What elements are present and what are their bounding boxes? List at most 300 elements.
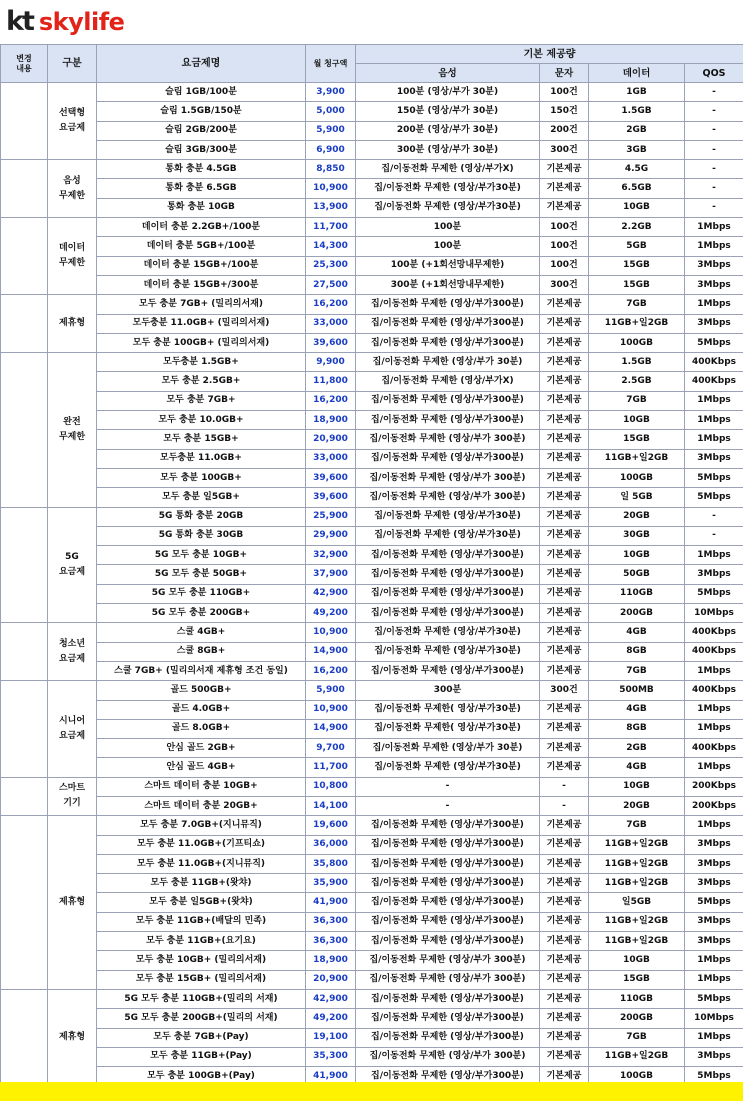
- sms-cell: 기본제공: [540, 1067, 589, 1086]
- data-cell: 200GB: [589, 1009, 685, 1028]
- change-cell: [1, 160, 48, 218]
- data-cell: 일5GB: [589, 893, 685, 912]
- table-row: [1, 661, 743, 680]
- plan-name-cell: 슬림 3GB/300분: [97, 140, 306, 159]
- category-cell: 제휴형: [48, 295, 97, 353]
- data-cell: 일 5GB: [589, 488, 685, 507]
- plan-name-cell: 5G 모두 충분 110GB+: [97, 584, 306, 603]
- monthly-fee-cell: 11,700: [306, 758, 356, 777]
- data-cell: 100GB: [589, 333, 685, 352]
- sms-cell: 300건: [540, 140, 589, 159]
- change-cell: [1, 623, 48, 681]
- qos-cell: -: [685, 140, 743, 159]
- qos-cell: 1Mbps: [685, 546, 743, 565]
- voice-cell: 집/이동전화 무제한 (영상/부가X): [356, 372, 540, 391]
- plan-name-cell: 모두 충분 일5GB+: [97, 488, 306, 507]
- qos-cell: 1Mbps: [685, 411, 743, 430]
- sms-cell: 200건: [540, 121, 589, 140]
- data-cell: 11GB+일2GB: [589, 854, 685, 873]
- data-cell: 2.2GB: [589, 218, 685, 237]
- qos-cell: 1Mbps: [685, 719, 743, 738]
- plan-name-cell: 안심 골드 2GB+: [97, 739, 306, 758]
- table-row: [1, 700, 743, 719]
- data-cell: 4GB: [589, 623, 685, 642]
- plan-name-cell: 모두 충분 11GB+(요기요): [97, 932, 306, 951]
- voice-cell: 집/이동전화 무제한 (영상/부가 300분): [356, 488, 540, 507]
- sms-cell: 기본제공: [540, 488, 589, 507]
- plan-name-cell: 골드 500GB+: [97, 681, 306, 700]
- monthly-fee-cell: 16,200: [306, 295, 356, 314]
- data-cell: 30GB: [589, 526, 685, 545]
- qos-cell: 3Mbps: [685, 874, 743, 893]
- monthly-fee-cell: 42,900: [306, 584, 356, 603]
- table-row: [1, 372, 743, 391]
- monthly-fee-cell: 39,600: [306, 333, 356, 352]
- table-row: [1, 83, 743, 102]
- change-cell: [1, 777, 48, 816]
- data-cell: 15GB: [589, 430, 685, 449]
- data-cell: 1GB: [589, 83, 685, 102]
- table-row: [1, 237, 743, 256]
- voice-cell: 집/이동전화 무제한 (영상/부가300분): [356, 854, 540, 873]
- change-cell: [1, 681, 48, 777]
- sms-cell: 기본제공: [540, 661, 589, 680]
- qos-cell: 3Mbps: [685, 256, 743, 275]
- table-row: [1, 160, 743, 179]
- plan-name-cell: 모두 충분 15GB+: [97, 430, 306, 449]
- table-row: [1, 1009, 743, 1028]
- qos-cell: 400Kbps: [685, 739, 743, 758]
- plan-name-cell: 안심 골드 4GB+: [97, 758, 306, 777]
- table-row: [1, 642, 743, 661]
- change-cell: [1, 353, 48, 507]
- data-cell: 100GB: [589, 468, 685, 487]
- header-fee: 월 청구액: [306, 45, 356, 83]
- monthly-fee-cell: 42,900: [306, 989, 356, 1008]
- monthly-fee-cell: 3,900: [306, 83, 356, 102]
- voice-cell: 집/이동전화 무제한 (영상/부가300분): [356, 1067, 540, 1086]
- monthly-fee-cell: 19,600: [306, 816, 356, 835]
- plan-name-cell: 5G 모두 충분 110GB+(밀리의 서재): [97, 989, 306, 1008]
- category-cell: 시니어 요금제: [48, 681, 97, 777]
- table-row: [1, 102, 743, 121]
- monthly-fee-cell: 33,000: [306, 314, 356, 333]
- data-cell: 7GB: [589, 816, 685, 835]
- plan-name-cell: 모두 충분 11.0GB+(지니뮤직): [97, 854, 306, 873]
- voice-cell: 집/이동전화 무제한 (영상/부가300분): [356, 893, 540, 912]
- voice-cell: 집/이동전화 무제한 (영상/부가300분): [356, 604, 540, 623]
- data-cell: 8GB: [589, 719, 685, 738]
- plan-name-cell: 5G 모두 충분 200GB+(밀리의 서재): [97, 1009, 306, 1028]
- sms-cell: 기본제공: [540, 391, 589, 410]
- qos-cell: -: [685, 526, 743, 545]
- sms-cell: 기본제공: [540, 372, 589, 391]
- qos-cell: 1Mbps: [685, 430, 743, 449]
- voice-cell: 100분: [356, 218, 540, 237]
- qos-cell: 3Mbps: [685, 912, 743, 931]
- monthly-fee-cell: 10,900: [306, 179, 356, 198]
- table-row: [1, 1028, 743, 1047]
- change-cell: [1, 989, 48, 1085]
- qos-cell: 3Mbps: [685, 835, 743, 854]
- table-row: [1, 507, 743, 526]
- sms-cell: 기본제공: [540, 353, 589, 372]
- data-cell: 7GB: [589, 391, 685, 410]
- voice-cell: 300분 (영상/부가 30분): [356, 140, 540, 159]
- plan-name-cell: 모두 충분 11.0GB+(기프티쇼): [97, 835, 306, 854]
- sms-cell: 기본제공: [540, 1009, 589, 1028]
- table-row: [1, 430, 743, 449]
- monthly-fee-cell: 14,300: [306, 237, 356, 256]
- monthly-fee-cell: 36,300: [306, 932, 356, 951]
- qos-cell: 200Kbps: [685, 796, 743, 815]
- sms-cell: 기본제공: [540, 623, 589, 642]
- voice-cell: 집/이동전화 무제한 (영상/부가X): [356, 160, 540, 179]
- monthly-fee-cell: 14,900: [306, 642, 356, 661]
- qos-cell: 1Mbps: [685, 1028, 743, 1047]
- plan-name-cell: 모두 충분 7GB+: [97, 391, 306, 410]
- plan-name-cell: 슬림 1GB/100분: [97, 83, 306, 102]
- monthly-fee-cell: 16,200: [306, 661, 356, 680]
- table-row: [1, 449, 743, 468]
- qos-cell: 1Mbps: [685, 951, 743, 970]
- plan-name-cell: 스쿨 7GB+ (밀리의서재 제휴형 조건 동일): [97, 661, 306, 680]
- sms-cell: 기본제공: [540, 604, 589, 623]
- voice-cell: 집/이동전화 무제한 (영상/부가 300분): [356, 970, 540, 989]
- voice-cell: 집/이동전화 무제한 (영상/부가30분): [356, 179, 540, 198]
- monthly-fee-cell: 8,850: [306, 160, 356, 179]
- voice-cell: 300분: [356, 681, 540, 700]
- data-cell: 50GB: [589, 565, 685, 584]
- monthly-fee-cell: 37,900: [306, 565, 356, 584]
- qos-cell: 400Kbps: [685, 642, 743, 661]
- monthly-fee-cell: 20,900: [306, 970, 356, 989]
- qos-cell: -: [685, 83, 743, 102]
- qos-cell: 1Mbps: [685, 970, 743, 989]
- data-cell: 15GB: [589, 275, 685, 294]
- table-row: [1, 295, 743, 314]
- sms-cell: 기본제공: [540, 198, 589, 217]
- sms-cell: 기본제공: [540, 854, 589, 873]
- plan-name-cell: 모두충분 1.5GB+: [97, 353, 306, 372]
- table-row: [1, 1047, 743, 1066]
- table-row: [1, 353, 743, 372]
- voice-cell: 집/이동전화 무제한 (영상/부가30분): [356, 526, 540, 545]
- voice-cell: -: [356, 796, 540, 815]
- monthly-fee-cell: 5,000: [306, 102, 356, 121]
- header-change: 변경 내용: [1, 45, 48, 83]
- data-cell: 15GB: [589, 970, 685, 989]
- table-row: [1, 565, 743, 584]
- plan-name-cell: 스마트 데이터 충분 20GB+: [97, 796, 306, 815]
- qos-cell: 3Mbps: [685, 854, 743, 873]
- monthly-fee-cell: 35,900: [306, 874, 356, 893]
- sms-cell: 100건: [540, 83, 589, 102]
- sms-cell: 기본제공: [540, 970, 589, 989]
- data-cell: 11GB+일2GB: [589, 1047, 685, 1066]
- table-row: [1, 816, 743, 835]
- plan-name-cell: 5G 모두 충분 200GB+: [97, 604, 306, 623]
- qos-cell: 400Kbps: [685, 353, 743, 372]
- monthly-fee-cell: 35,300: [306, 1047, 356, 1066]
- qos-cell: 5Mbps: [685, 893, 743, 912]
- category-cell: 완전 무제한: [48, 353, 97, 507]
- table-row: [1, 951, 743, 970]
- qos-cell: 5Mbps: [685, 468, 743, 487]
- voice-cell: 집/이동전화 무제한 (영상/부가300분): [356, 449, 540, 468]
- change-cell: [1, 218, 48, 295]
- table-row: [1, 989, 743, 1008]
- sms-cell: 기본제공: [540, 874, 589, 893]
- data-cell: 20GB: [589, 796, 685, 815]
- voice-cell: 집/이동전화 무제한 (영상/부가300분): [356, 816, 540, 835]
- table-row: [1, 275, 743, 294]
- plan-name-cell: 스쿨 4GB+: [97, 623, 306, 642]
- data-cell: 7GB: [589, 295, 685, 314]
- data-cell: 11GB+일2GB: [589, 912, 685, 931]
- plan-name-cell: 골드 4.0GB+: [97, 700, 306, 719]
- voice-cell: 집/이동전화 무제한 (영상/부가300분): [356, 661, 540, 680]
- monthly-fee-cell: 25,900: [306, 507, 356, 526]
- plan-name-cell: 데이터 충분 2.2GB+/100분: [97, 218, 306, 237]
- monthly-fee-cell: 36,300: [306, 912, 356, 931]
- sms-cell: 기본제공: [540, 333, 589, 352]
- data-cell: 11GB+일2GB: [589, 314, 685, 333]
- qos-cell: 1Mbps: [685, 816, 743, 835]
- data-cell: 100GB: [589, 1067, 685, 1086]
- qos-cell: 5Mbps: [685, 989, 743, 1008]
- data-cell: 110GB: [589, 584, 685, 603]
- qos-cell: -: [685, 102, 743, 121]
- qos-cell: 3Mbps: [685, 275, 743, 294]
- plan-name-cell: 5G 모두 충분 50GB+: [97, 565, 306, 584]
- change-cell: [1, 83, 48, 160]
- voice-cell: 집/이동전화 무제한 (영상/부가300분): [356, 1028, 540, 1047]
- monthly-fee-cell: 14,900: [306, 719, 356, 738]
- sms-cell: 기본제공: [540, 912, 589, 931]
- qos-cell: 400Kbps: [685, 372, 743, 391]
- qos-cell: 10Mbps: [685, 1009, 743, 1028]
- table-row: [1, 140, 743, 159]
- monthly-fee-cell: 39,600: [306, 488, 356, 507]
- voice-cell: 집/이동전화 무제한 (영상/부가300분): [356, 584, 540, 603]
- data-cell: 4GB: [589, 700, 685, 719]
- table-row: [1, 932, 743, 951]
- qos-cell: 3Mbps: [685, 449, 743, 468]
- plan-name-cell: 모두 충분 11GB+(Pay): [97, 1047, 306, 1066]
- sms-cell: 기본제공: [540, 642, 589, 661]
- voice-cell: 집/이동전화 무제한 (영상/부가300분): [356, 912, 540, 931]
- voice-cell: 300분 (+1회선망내무제한): [356, 275, 540, 294]
- table-row: [1, 179, 743, 198]
- voice-cell: 집/이동전화 무제한 (영상/부가300분): [356, 333, 540, 352]
- header-data: 데이터: [589, 64, 685, 83]
- table-row: [1, 256, 743, 275]
- voice-cell: -: [356, 777, 540, 796]
- sms-cell: 기본제공: [540, 1047, 589, 1066]
- sms-cell: 기본제공: [540, 546, 589, 565]
- sms-cell: 기본제공: [540, 1028, 589, 1047]
- plan-name-cell: 모두 충분 7GB+ (밀리의서재): [97, 295, 306, 314]
- header-qos: QOS: [685, 64, 743, 83]
- sms-cell: 기본제공: [540, 295, 589, 314]
- data-cell: 6.5GB: [589, 179, 685, 198]
- voice-cell: 100분 (+1회선망내무제한): [356, 256, 540, 275]
- voice-cell: 집/이동전화 무제한 (영상/부가 300분): [356, 1047, 540, 1066]
- voice-cell: 집/이동전화 무제한 (영상/부가300분): [356, 835, 540, 854]
- category-cell: 제휴형: [48, 989, 97, 1085]
- voice-cell: 집/이동전화 무제한( 영상/부가30분): [356, 700, 540, 719]
- monthly-fee-cell: 9,900: [306, 353, 356, 372]
- monthly-fee-cell: 13,900: [306, 198, 356, 217]
- plan-name-cell: 모두 충분 7GB+(Pay): [97, 1028, 306, 1047]
- voice-cell: 집/이동전화 무제한 (영상/부가30분): [356, 507, 540, 526]
- qos-cell: 1Mbps: [685, 391, 743, 410]
- data-cell: 4GB: [589, 758, 685, 777]
- plan-name-cell: 모두 충분 10GB+ (밀리의서재): [97, 951, 306, 970]
- table-row: [1, 218, 743, 237]
- data-cell: 11GB+일2GB: [589, 932, 685, 951]
- table-row: [1, 758, 743, 777]
- plan-name-cell: 모두 충분 100GB+ (밀리의서재): [97, 333, 306, 352]
- header-voice: 음성: [356, 64, 540, 83]
- data-cell: 10GB: [589, 777, 685, 796]
- qos-cell: 1Mbps: [685, 700, 743, 719]
- header-category: 구분: [48, 45, 97, 83]
- plan-name-cell: 슬림 1.5GB/150분: [97, 102, 306, 121]
- table-row: [1, 854, 743, 873]
- voice-cell: 100분 (영상/부가 30분): [356, 83, 540, 102]
- data-cell: 3GB: [589, 140, 685, 159]
- monthly-fee-cell: 6,900: [306, 140, 356, 159]
- table-row: [1, 796, 743, 815]
- plan-name-cell: 스쿨 8GB+: [97, 642, 306, 661]
- table-row: [1, 526, 743, 545]
- table-row: [1, 719, 743, 738]
- change-cell: [1, 295, 48, 353]
- sms-cell: 300건: [540, 681, 589, 700]
- monthly-fee-cell: 49,200: [306, 604, 356, 623]
- monthly-fee-cell: 35,800: [306, 854, 356, 873]
- voice-cell: 집/이동전화 무제한 (영상/부가300분): [356, 565, 540, 584]
- table-row: [1, 468, 743, 487]
- monthly-fee-cell: 41,900: [306, 893, 356, 912]
- qos-cell: -: [685, 160, 743, 179]
- monthly-fee-cell: 20,900: [306, 430, 356, 449]
- monthly-fee-cell: 10,800: [306, 777, 356, 796]
- qos-cell: 1Mbps: [685, 237, 743, 256]
- plan-table-body: [1, 83, 743, 1086]
- voice-cell: 집/이동전화 무제한 (영상/부가 300분): [356, 951, 540, 970]
- table-row: [1, 198, 743, 217]
- plan-name-cell: 모두 충분 10.0GB+: [97, 411, 306, 430]
- voice-cell: 100분: [356, 237, 540, 256]
- data-cell: 5GB: [589, 237, 685, 256]
- monthly-fee-cell: 5,900: [306, 121, 356, 140]
- voice-cell: 집/이동전화 무제한 (영상/부가300분): [356, 989, 540, 1008]
- voice-cell: 집/이동전화 무제한 (영상/부가300분): [356, 546, 540, 565]
- sms-cell: 300건: [540, 275, 589, 294]
- data-cell: 7GB: [589, 661, 685, 680]
- data-cell: 10GB: [589, 546, 685, 565]
- sms-cell: 기본제공: [540, 584, 589, 603]
- data-cell: 20GB: [589, 507, 685, 526]
- monthly-fee-cell: 41,900: [306, 1067, 356, 1086]
- table-row: [1, 546, 743, 565]
- yellow-footer-bar: [0, 1082, 743, 1101]
- data-cell: 110GB: [589, 989, 685, 1008]
- table-row: [1, 391, 743, 410]
- data-cell: 11GB+일2GB: [589, 449, 685, 468]
- data-cell: 2.5GB: [589, 372, 685, 391]
- category-cell: 음성 무제한: [48, 160, 97, 218]
- sms-cell: 기본제공: [540, 893, 589, 912]
- qos-cell: 3Mbps: [685, 565, 743, 584]
- qos-cell: 1Mbps: [685, 295, 743, 314]
- table-row: [1, 681, 743, 700]
- sms-cell: 기본제공: [540, 179, 589, 198]
- monthly-fee-cell: 27,500: [306, 275, 356, 294]
- qos-cell: 1Mbps: [685, 218, 743, 237]
- qos-cell: -: [685, 121, 743, 140]
- monthly-fee-cell: 39,600: [306, 468, 356, 487]
- plan-name-cell: 5G 통화 충분 30GB: [97, 526, 306, 545]
- plan-name-cell: 모두 충분 7.0GB+(지니뮤직): [97, 816, 306, 835]
- data-cell: 10GB: [589, 198, 685, 217]
- plan-name-cell: 5G 모두 충분 10GB+: [97, 546, 306, 565]
- logo-skylife-text: skylife: [38, 8, 125, 36]
- data-cell: 2GB: [589, 121, 685, 140]
- monthly-fee-cell: 19,100: [306, 1028, 356, 1047]
- table-row: [1, 121, 743, 140]
- data-cell: 7GB: [589, 1028, 685, 1047]
- header-basic: 기본 제공량: [356, 45, 743, 64]
- qos-cell: -: [685, 179, 743, 198]
- monthly-fee-cell: 33,000: [306, 449, 356, 468]
- qos-cell: 10Mbps: [685, 604, 743, 623]
- sms-cell: 100건: [540, 237, 589, 256]
- qos-cell: 400Kbps: [685, 623, 743, 642]
- data-cell: 11GB+일2GB: [589, 835, 685, 854]
- sms-cell: 기본제공: [540, 739, 589, 758]
- voice-cell: 집/이동전화 무제한 (영상/부가300분): [356, 411, 540, 430]
- table-row: [1, 314, 743, 333]
- qos-cell: -: [685, 198, 743, 217]
- data-cell: 10GB: [589, 411, 685, 430]
- voice-cell: 집/이동전화 무제한 (영상/부가300분): [356, 932, 540, 951]
- table-row: [1, 970, 743, 989]
- plan-name-cell: 모두 충분 11GB+(배달의 민족): [97, 912, 306, 931]
- sms-cell: 기본제공: [540, 468, 589, 487]
- voice-cell: 집/이동전화 무제한 (영상/부가30분): [356, 623, 540, 642]
- plan-name-cell: 모두 충분 일5GB+(왓챠): [97, 893, 306, 912]
- sms-cell: -: [540, 777, 589, 796]
- sms-cell: 150건: [540, 102, 589, 121]
- table-row: [1, 893, 743, 912]
- voice-cell: 집/이동전화 무제한 (영상/부가300분): [356, 1009, 540, 1028]
- table-row: [1, 623, 743, 642]
- sms-cell: 기본제공: [540, 565, 589, 584]
- data-cell: 500MB: [589, 681, 685, 700]
- qos-cell: -: [685, 507, 743, 526]
- sms-cell: 기본제공: [540, 430, 589, 449]
- category-cell: 데이터 무제한: [48, 218, 97, 295]
- monthly-fee-cell: 11,800: [306, 372, 356, 391]
- sms-cell: 기본제공: [540, 700, 589, 719]
- sms-cell: 기본제공: [540, 835, 589, 854]
- table-row: [1, 604, 743, 623]
- monthly-fee-cell: 32,900: [306, 546, 356, 565]
